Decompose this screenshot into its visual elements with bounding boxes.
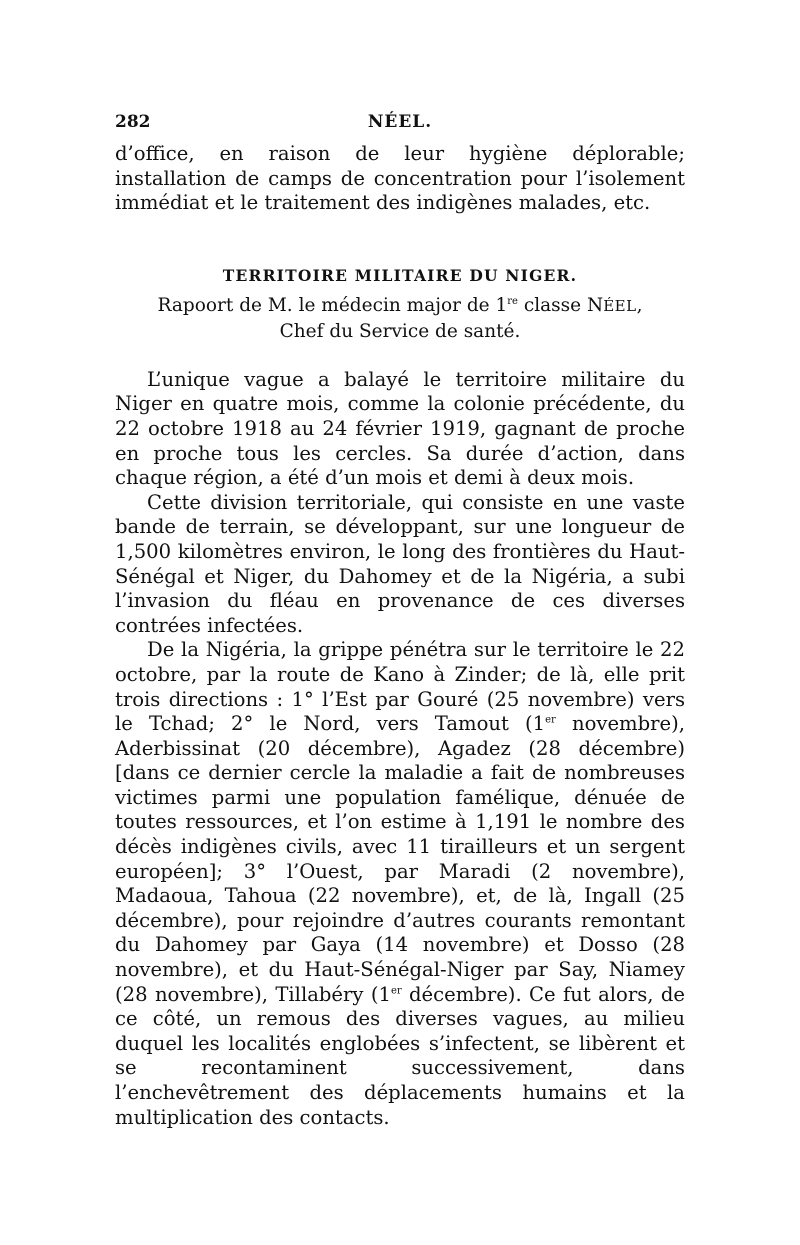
page-number: 282 xyxy=(115,112,151,132)
running-head: NÉEL. xyxy=(367,112,433,132)
byline xyxy=(115,293,685,344)
document-page xyxy=(115,112,685,1130)
intro-paragraph: d’office, en raison de leur hygiène déplorable; installation de camps de concentration pour l’isolement immédiat et le traitement des indigènes malades, etc. xyxy=(115,142,685,215)
byline-line-1: Rapoort de M. le médecin major de 1re classe NÉEL, xyxy=(157,294,643,316)
paragraph-3: De la Nigéria, la grippe pénétra sur le territoire le 22 octobre, par la route de Kano à Zinder; de là, elle prit trois directions : 1° l’Est par Gouré (25 novembre) vers le Tchad; 2° le Nord, vers Tamout (1er novembre), Aderbissinat (20 décembre), Agadez (28 décembre) [dans ce dernier cercle la maladie a fait de nombreuses victimes parmi une population famélique, dénuée de toutes ressources, et l’on estime à 1,191 le nombre des décès indigènes civils, avec 11 tirailleurs et un sergent européen]; 3° l’Ouest, par Maradi (2 novembre), Madaoua, Tahoua (22 novembre), et, de là, Ingall (25 décembre), pour rejoindre d’autres courants remontant du Dahomey par Gaya (14 novembre) et Dosso (28 novembre), et du Haut-Sénégal-Niger par Say, Niamey (28 novembre), Tillabéry (1er décembre). Ce fut alors, de ce côté, un remous des diverses vagues, au milieu duquel les localités englobées s’infectent, se libèrent et se recontaminent successivement, dans l’enchevêtrement des déplacements humains et la multiplication des contacts. xyxy=(115,638,685,1129)
body-text xyxy=(115,142,685,1130)
paragraph-1: L’unique vague a balayé le territoire militaire du Niger en quatre mois, comme la colonie précédente, du 22 octobre 1918 au 24 février 1919, gagnant de proche en proche tous les cercles. Sa durée d’action, dans chaque région, a été d’un mois et demi à deux mois. xyxy=(115,367,685,490)
byline-line-2: Chef du Service de santé. xyxy=(279,320,521,342)
spacer xyxy=(115,344,685,368)
page-header xyxy=(115,112,685,142)
section-title: TERRITOIRE MILITAIRE DU NIGER. xyxy=(222,265,578,285)
paragraph-2: Cette division territoriale, qui consiste en une vaste bande de terrain, se développant, sur une longueur de 1,500 kilomètres environ, le long des frontières du Haut-Sénégal et Niger, du Dahomey et de la Nigéria, a subi l’invasion du fléau en provenance de ces diverses contrées infectées. xyxy=(115,490,685,637)
